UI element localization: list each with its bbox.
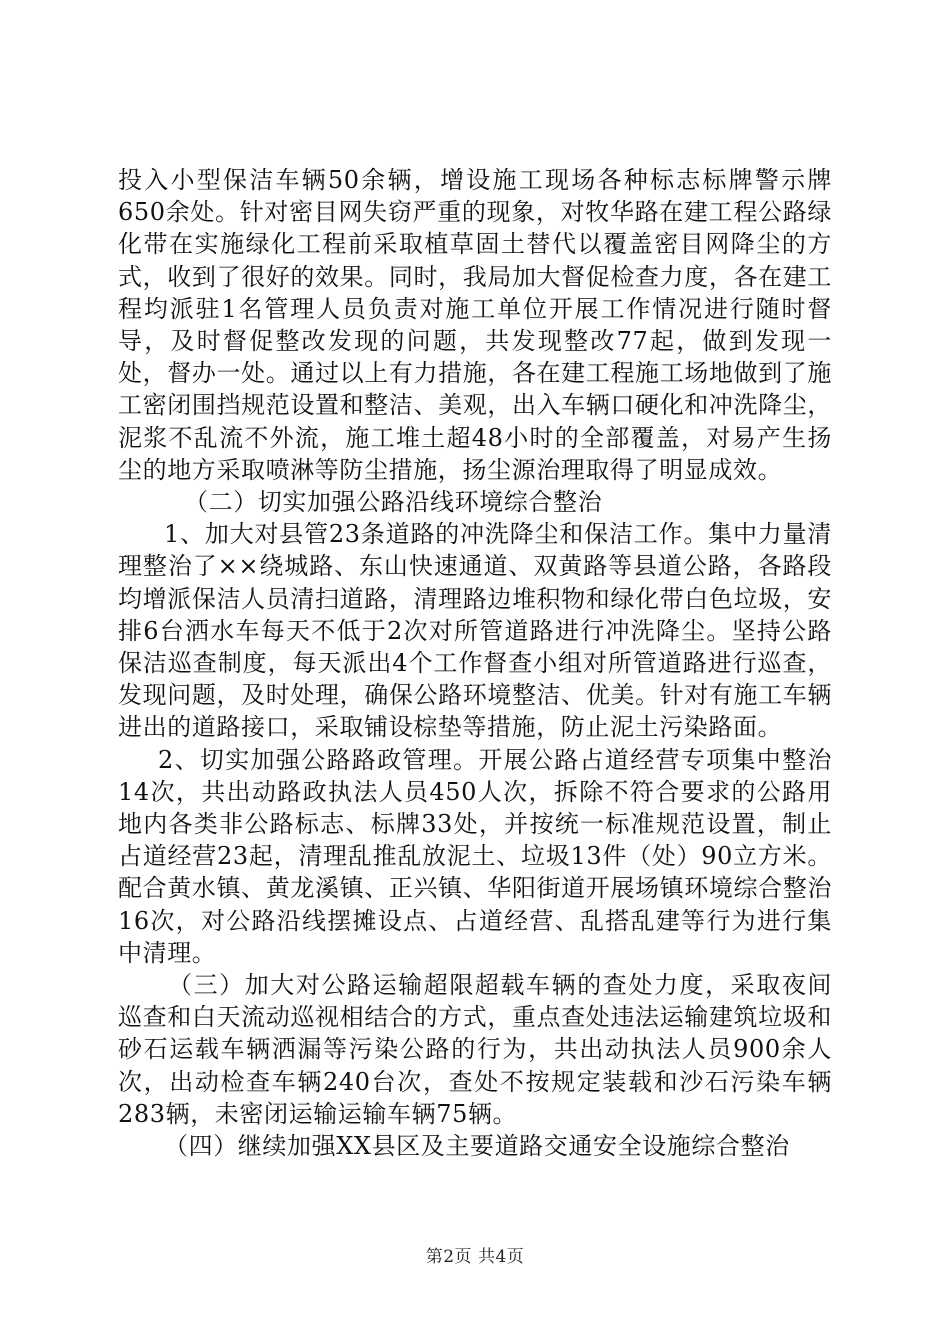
paragraph-road-administration: 2、切实加强公路路政管理。开展公路占道经营专项集中整治14次，共出动路政执法人员450人次，拆除不符合要求的公路用地内各类非公路标志、标牌33处，并按统一标准规范设置，制止占道经营23起，清理乱推乱放泥土、垃圾13件（处）90立方米。配合黄水镇、黄龙溪镇、正兴镇、华阳街道开展场镇环境综合整治16次，对公路沿线摆摊设点、占道经营、乱搭乱建等行为进行集中清理。 [118, 745, 832, 967]
document-body [118, 164, 832, 1162]
paragraph-road-cleaning: 1、加大对县管23条道路的冲洗降尘和保洁工作。集中力量清理整治了××绕城路、东山快速通道、双黄路等县道公路，各路段均增派保洁人员清扫道路，清理路边堆积物和绿化带白色垃圾，安排6台洒水车每天不低于2次对所管道路进行冲洗降尘。坚持公路保洁巡查制度，每天派出4个工作督查小组对所管道路进行巡查，发现问题，及时处理，确保公路环境整洁、优美。针对有施工车辆进出的道路接口，采取铺设棕垫等措施，防止泥土污染路面。 [118, 520, 832, 742]
page-number-footer: 第2页 共4页 [425, 1247, 525, 1267]
paragraph-overload-inspection: （三）加大对公路运输超限超载车辆的查处力度，采取夜间巡查和白天流动巡视相结合的方式，重点查处违法运输建筑垃圾和砂石运载车辆洒漏等污染公路的行为，共出动执法人员900余人次，出动检查车辆240台次，查处不按规定装载和沙石污染车辆283辆，未密闭运输运输车辆75辆。 [118, 971, 832, 1128]
section-heading-4: （四）继续加强XX县区及主要道路交通安全设施综合整治 [164, 1132, 790, 1161]
paragraph-dust-control: 投入小型保洁车辆50余辆，增设施工现场各种标志标牌警示牌650余处。针对密目网失窃严重的现象，对牧华路在建工程公路绿化带在实施绿化工程前采取植草固土替代以覆盖密目网降尘的方式，收到了很好的效果。同时，我局加大督促检查力度，各在建工程均派驻1名管理人员负责对施工单位开展工作情况进行随时督导，及时督促整改发现的问题，共发现整改77起，做到发现一处，督办一处。通过以上有力措施，各在建工程施工场地做到了施工密闭围挡规范设置和整洁、美观，出入车辆口硬化和冲洗降尘，泥浆不乱流不外流，施工堆土超48小时的全部覆盖，对易产生扬尘的地方采取喷淋等防尘措施，扬尘源治理取得了明显成效。 [118, 166, 832, 484]
section-heading-2: （二）切实加强公路沿线环境综合整治 [184, 488, 603, 517]
